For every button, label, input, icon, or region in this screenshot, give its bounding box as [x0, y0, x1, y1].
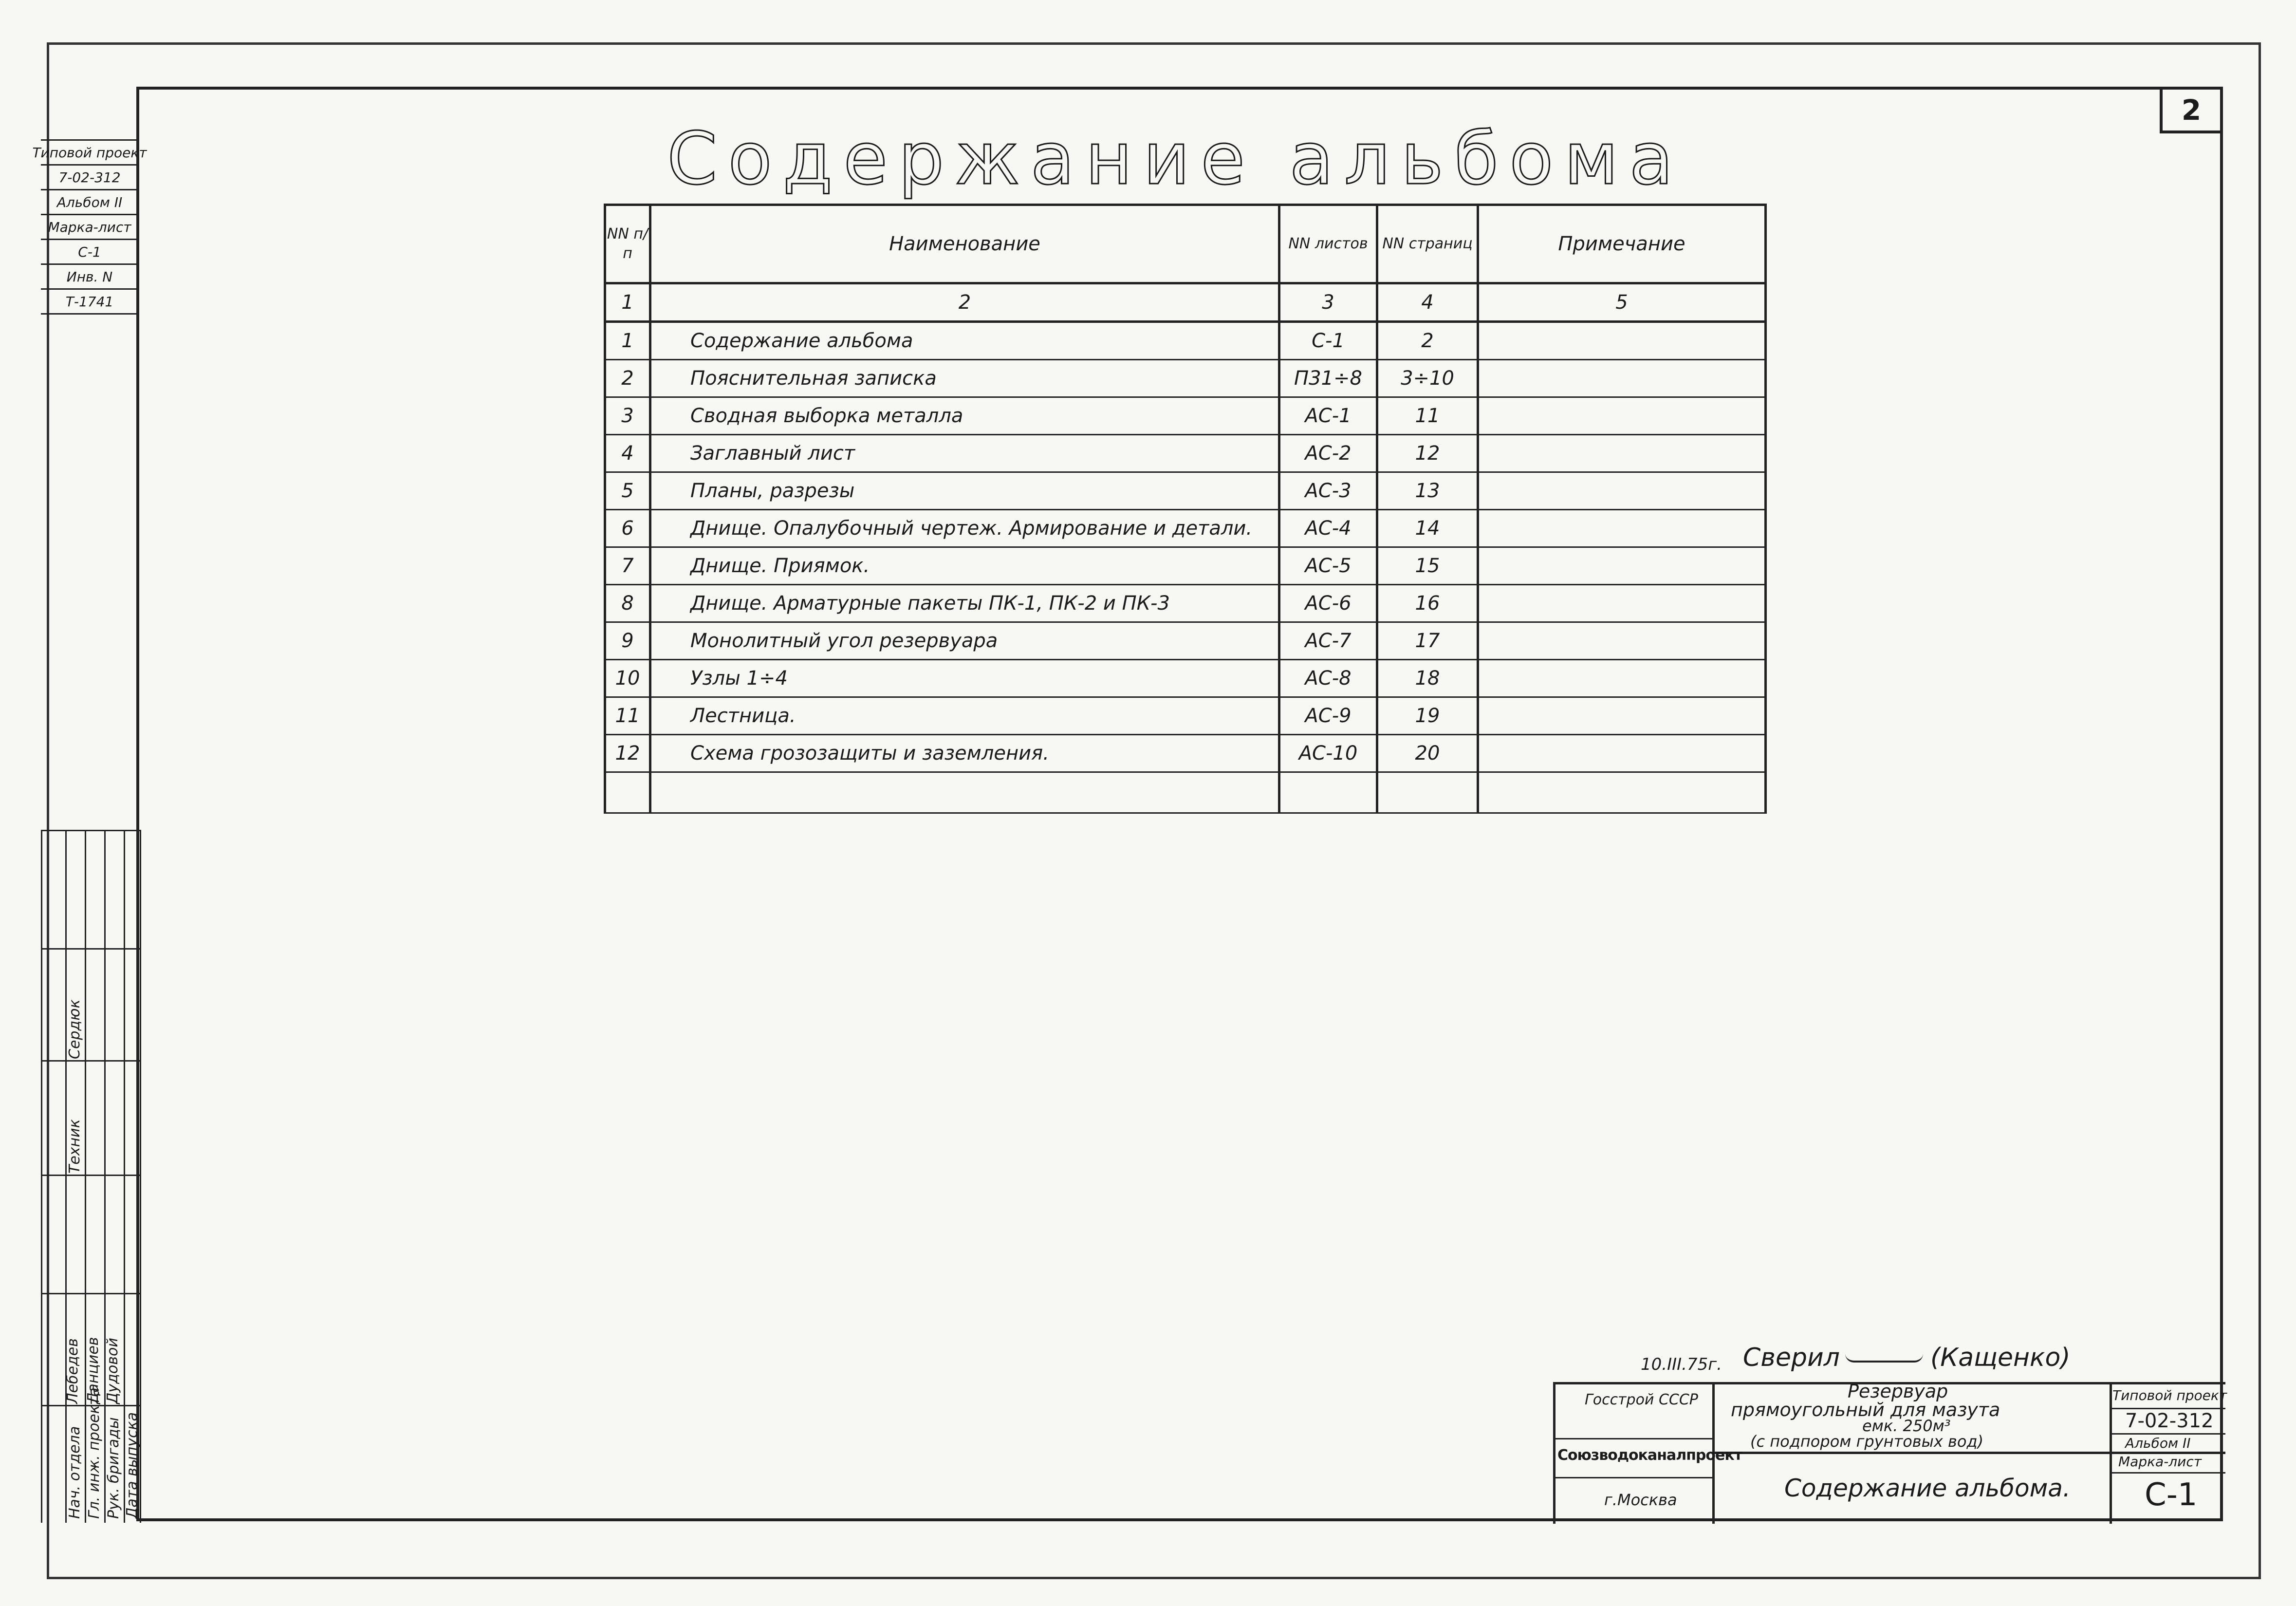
row-page: 18 [1377, 660, 1478, 697]
table-row [605, 510, 1766, 547]
role-brigade-lead: Рук. бригады [105, 1417, 122, 1519]
left-stamp [32, 139, 147, 315]
row-sheet [1279, 772, 1377, 813]
stamp-project-label: Типовой проект [41, 141, 138, 166]
column-number: 4 [1377, 283, 1478, 322]
row-name: Сводная выборка металла [650, 397, 1279, 435]
row-number: 2 [605, 360, 650, 397]
row-number: 8 [605, 585, 650, 622]
row-number: 4 [605, 435, 650, 472]
header-sheets: NN листов [1279, 205, 1377, 283]
stamp-album: Альбом II [41, 190, 138, 215]
row-name: Содержание альбома [650, 322, 1279, 360]
row-sheet: АС-8 [1279, 660, 1377, 697]
column-number-row [605, 283, 1766, 322]
row-page [1377, 772, 1478, 813]
row-note [1478, 322, 1766, 360]
row-number: 1 [605, 322, 650, 360]
row-name: Днище. Приямок. [650, 547, 1279, 585]
org-name: Союзводоканалпроект [1557, 1447, 1742, 1464]
stamp-mark-label: Марка-лист [41, 215, 138, 240]
role-head-dept: Нач. отдела [66, 1426, 83, 1519]
row-note [1478, 735, 1766, 772]
technician-label: Техник [66, 1119, 83, 1174]
row-sheet: П31÷8 [1279, 360, 1377, 397]
stamp-mark: С-1 [41, 240, 138, 265]
project-label: Типовой проект [2112, 1387, 2227, 1403]
row-number: 7 [605, 547, 650, 585]
table-row [605, 472, 1766, 510]
stamp-inv-label: Инв. N [41, 265, 138, 290]
verifier-signature [1845, 1354, 1923, 1363]
row-number: 5 [605, 472, 650, 510]
row-note [1478, 772, 1766, 813]
header-note: Примечание [1478, 205, 1766, 283]
row-name [650, 772, 1279, 813]
object-line-2: прямоугольный для мазута [1731, 1399, 2000, 1420]
row-name: Днище. Арматурные пакеты ПК-1, ПК-2 и ПК-3 [650, 585, 1279, 622]
header-name: Наименование [650, 205, 1279, 283]
row-sheet: АС-6 [1279, 585, 1377, 622]
row-number: 12 [605, 735, 650, 772]
table-row [605, 660, 1766, 697]
table-row [605, 585, 1766, 622]
name-dantsiev: Данциев [85, 1337, 102, 1404]
project-code: 7-02-312 [2125, 1410, 2214, 1432]
row-name: Планы, разрезы [650, 472, 1279, 510]
mark-value: С-1 [2145, 1477, 2198, 1513]
title-block [1553, 1382, 2225, 1524]
row-page: 13 [1377, 472, 1478, 510]
row-note [1478, 360, 1766, 397]
row-note [1478, 472, 1766, 510]
row-name: Пояснительная записка [650, 360, 1279, 397]
mark-label: Марка-лист [2118, 1454, 2202, 1470]
row-page: 3÷10 [1377, 360, 1478, 397]
table-row [605, 435, 1766, 472]
verifier-name: (Кащенко) [1930, 1343, 2071, 1372]
row-sheet: АС-3 [1279, 472, 1377, 510]
role-release-date: Дата выпуска [124, 1412, 141, 1519]
row-sheet: АС-9 [1279, 697, 1377, 735]
row-page: 12 [1377, 435, 1478, 472]
row-number: 11 [605, 697, 650, 735]
row-sheet: АС-2 [1279, 435, 1377, 472]
column-number: 3 [1279, 283, 1377, 322]
header-n: NN п/п [605, 205, 650, 283]
row-name: Днище. Опалубочный чертеж. Армирование и детали. [650, 510, 1279, 547]
row-name: Схема грозозащиты и заземления. [650, 735, 1279, 772]
row-note [1478, 697, 1766, 735]
row-name: Заглавный лист [650, 435, 1279, 472]
row-sheet: АС-4 [1279, 510, 1377, 547]
row-page: 20 [1377, 735, 1478, 772]
table-row [605, 697, 1766, 735]
row-sheet: С-1 [1279, 322, 1377, 360]
row-name: Узлы 1÷4 [650, 660, 1279, 697]
name-dudovoy: Дудовой [104, 1338, 121, 1404]
row-sheet: АС-10 [1279, 735, 1377, 772]
sheet-title: Содержание альбома. [1784, 1474, 2071, 1502]
row-note [1478, 397, 1766, 435]
row-note [1478, 622, 1766, 660]
row-page: 15 [1377, 547, 1478, 585]
row-note [1478, 547, 1766, 585]
row-note [1478, 585, 1766, 622]
org-city: г.Москва [1604, 1491, 1677, 1509]
object-line-4: (с подпором грунтовых вод) [1750, 1432, 1984, 1451]
stamp-inv: Т-1741 [41, 290, 138, 315]
object-line-1: Резервуар [1848, 1381, 1948, 1402]
table-row [605, 397, 1766, 435]
row-page: 11 [1377, 397, 1478, 435]
row-note [1478, 435, 1766, 472]
name-lebedev: Лебедев [64, 1338, 81, 1404]
page-title: Содержание альбома [667, 117, 1684, 201]
row-number: 3 [605, 397, 650, 435]
row-number: 9 [605, 622, 650, 660]
column-number: 2 [650, 283, 1279, 322]
table-row [605, 547, 1766, 585]
row-name: Монолитный угол резервуара [650, 622, 1279, 660]
column-number: 5 [1478, 283, 1766, 322]
verified-label: Сверил [1743, 1343, 1840, 1372]
row-number [605, 772, 650, 813]
prepared-name: Сердюк [66, 999, 83, 1059]
role-chief-engineer: Гл. инж. проекта [86, 1387, 103, 1519]
row-sheet: АС-7 [1279, 622, 1377, 660]
header-pages: NN страниц [1377, 205, 1478, 283]
album-label: Альбом II [2125, 1435, 2191, 1451]
signature-strip [41, 830, 141, 1523]
row-note [1478, 510, 1766, 547]
org-gosstroy: Госстрой СССР [1585, 1391, 1698, 1408]
row-page: 2 [1377, 322, 1478, 360]
contents-table [604, 204, 1767, 814]
row-page: 16 [1377, 585, 1478, 622]
row-number: 10 [605, 660, 650, 697]
page-number: 2 [2160, 87, 2223, 133]
table-row [605, 322, 1766, 360]
row-sheet: АС-1 [1279, 397, 1377, 435]
stamp-project-code: 7-02-312 [41, 166, 138, 190]
row-name: Лестница. [650, 697, 1279, 735]
row-page: 19 [1377, 697, 1478, 735]
row-page: 14 [1377, 510, 1478, 547]
table-row [605, 622, 1766, 660]
table-row [605, 735, 1766, 772]
column-number: 1 [605, 283, 650, 322]
object-line-3: емк. 250м³ [1862, 1417, 1951, 1435]
table-row [605, 360, 1766, 397]
row-page: 17 [1377, 622, 1478, 660]
row-sheet: АС-5 [1279, 547, 1377, 585]
table-row [605, 772, 1766, 813]
row-note [1478, 660, 1766, 697]
verified-date: 10.III.75г. [1641, 1355, 1722, 1374]
row-number: 6 [605, 510, 650, 547]
table-header-row [605, 205, 1766, 283]
